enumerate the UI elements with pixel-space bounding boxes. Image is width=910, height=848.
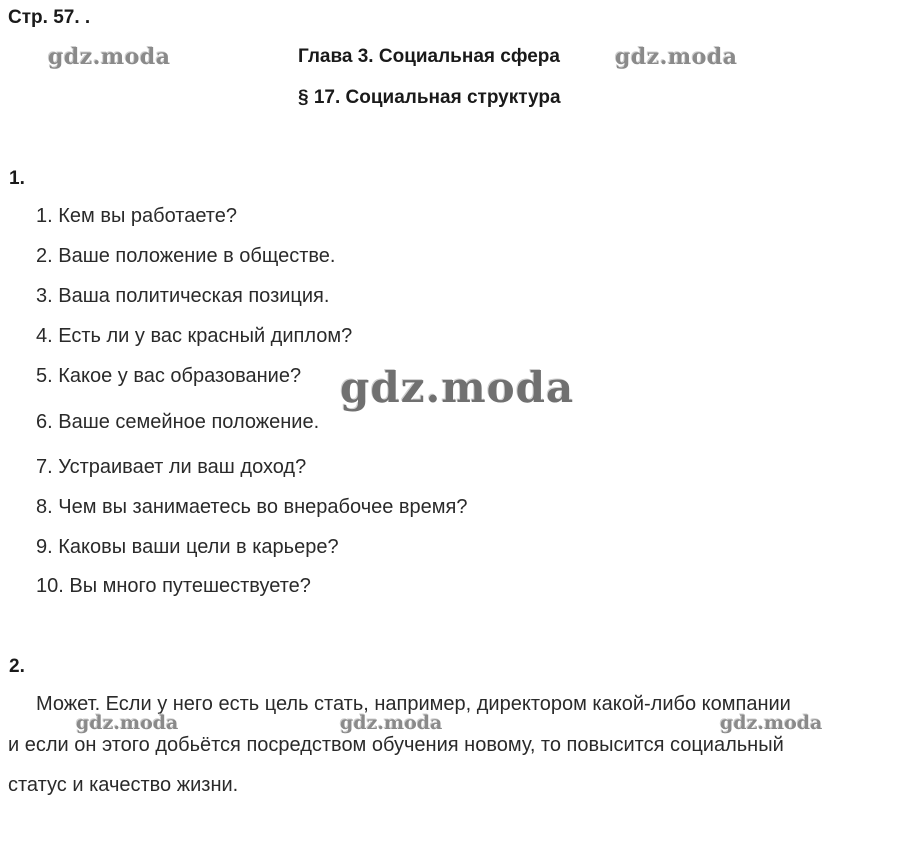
question-item: 4. Есть ли у вас красный диплом?	[36, 325, 353, 347]
question-item: 5. Какое у вас образование?	[36, 365, 302, 387]
question-item: 2. Ваше положение в обществе.	[36, 245, 336, 267]
question-item: 6. Ваше семейное положение.	[36, 411, 320, 433]
question-item: 7. Устраивает ли ваш доход?	[36, 456, 307, 478]
task-2-number: 2.	[9, 656, 25, 677]
task-1-number: 1.	[9, 168, 25, 189]
question-item: 1. Кем вы работаете?	[36, 205, 237, 227]
watermark: gdz.moda	[48, 44, 171, 70]
watermark: gdz.moda	[615, 44, 738, 70]
answer-line: статус и качество жизни.	[8, 774, 239, 796]
answer-line: и если он этого добьётся посредством обучения новому, то повысится социальный	[8, 734, 784, 756]
chapter-title: Глава 3. Социальная сфера	[298, 46, 560, 67]
question-item: 9. Каковы ваши цели в карьере?	[36, 536, 339, 558]
page-label: Стр. 57. .	[8, 7, 91, 28]
watermark: gdz.moda	[720, 712, 823, 734]
section-title: § 17. Социальная структура	[298, 87, 561, 108]
question-item: 8. Чем вы занимаетесь во внерабочее время?	[36, 496, 468, 518]
watermark: gdz.moda	[340, 712, 443, 734]
question-item: 10. Вы много путешествуете?	[36, 575, 311, 597]
answer-line: Может. Если у него есть цель стать, например, директором какой-либо компании	[36, 693, 791, 715]
question-item: 3. Ваша политическая позиция.	[36, 285, 330, 307]
watermark: gdz.moda	[340, 363, 575, 412]
watermark: gdz.moda	[76, 712, 179, 734]
